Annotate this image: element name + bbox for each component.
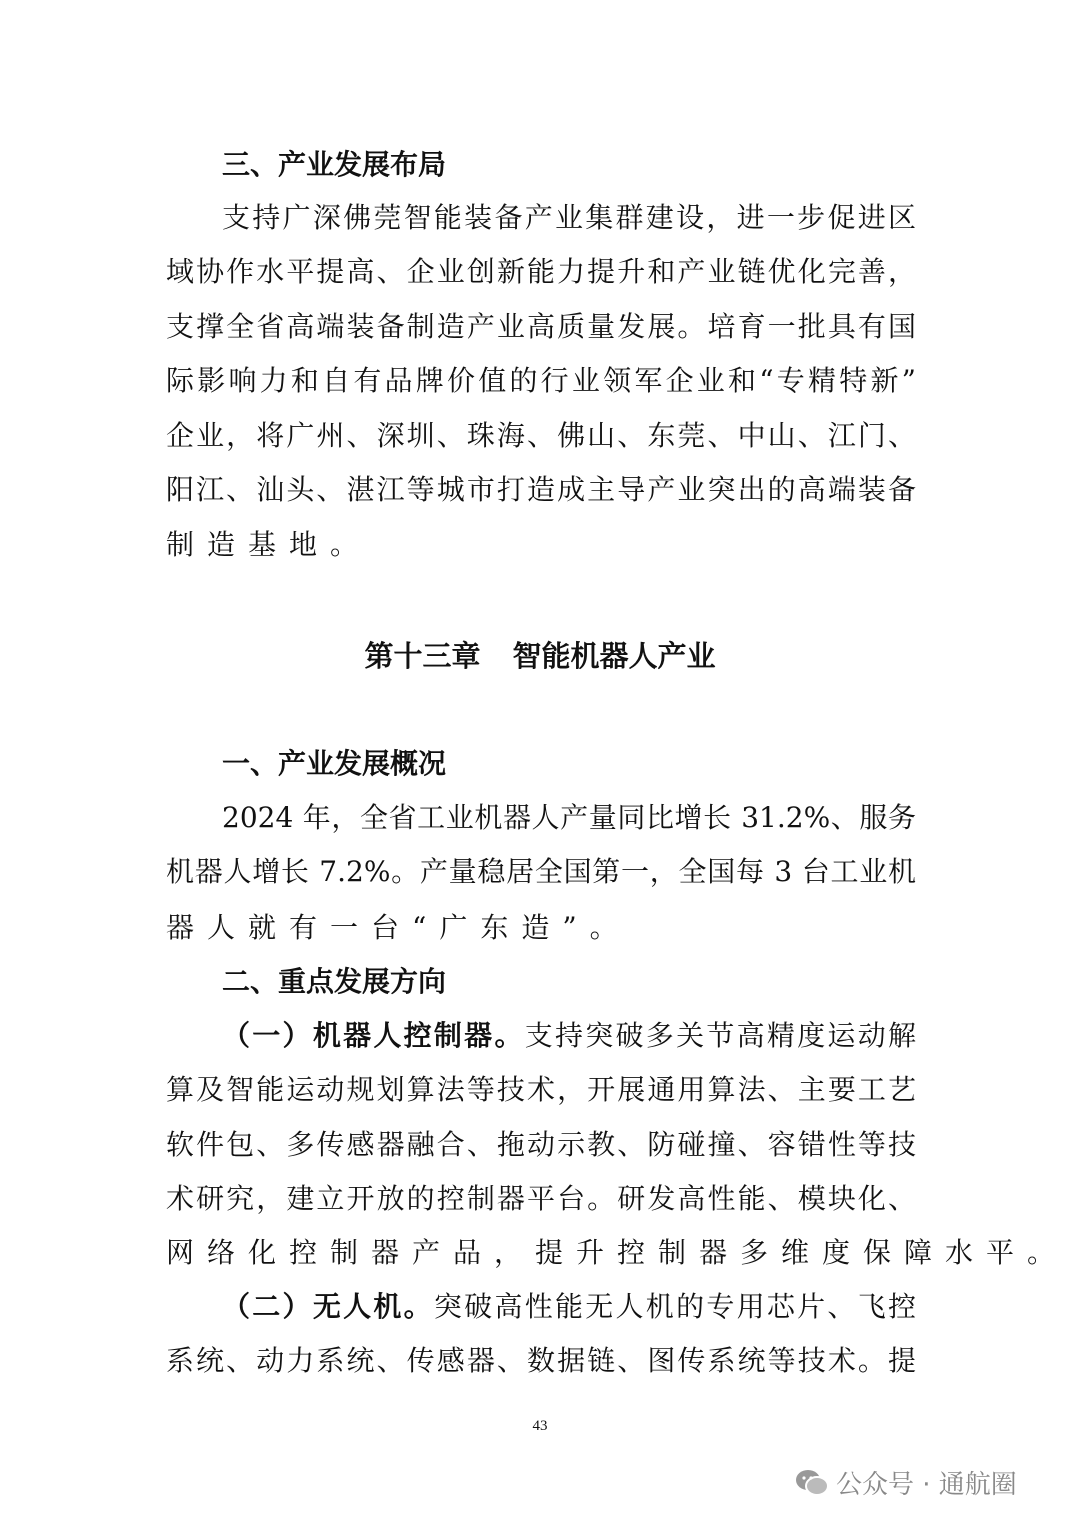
paragraph-line: 企业，将广州、深圳、珠海、佛山、东莞、中山、江门、 — [166, 419, 916, 452]
chapter-number: 第十三章 — [364, 639, 481, 673]
paragraph-line: 2024 年，全省工业机器人产量同比增长 31.2%、服务 — [222, 801, 916, 834]
paragraph-line: 算及智能运动规划算法等技术，开展通用算法、主要工艺 — [166, 1073, 916, 1106]
chapter-name: 智能机器人产业 — [512, 639, 716, 673]
section-heading: 二、重点发展方向 — [222, 965, 447, 998]
watermark-text: 公众号 · 通航圈 — [836, 1470, 1017, 1500]
paragraph-line: 支持广深佛莞智能装备产业集群建设，进一步促进区 — [222, 201, 916, 234]
paragraph-line: 软件包、多传感器融合、拖动示教、防碰撞、容错性等技 — [166, 1128, 916, 1161]
paragraph-line: 阳江、汕头、湛江等城市打造成主导产业突出的高端装备 — [166, 473, 916, 506]
paragraph-line: 机器人增长 7.2%。产量稳居全国第一，全国每 3 台工业机 — [166, 855, 916, 888]
paragraph-line — [222, 1289, 916, 1325]
item-lead: （一）机器人控制器。 — [222, 1019, 525, 1052]
item-text: 突破高性能无人机的专用芯片、飞控 — [433, 1290, 916, 1323]
paragraph-line: 系统、动力系统、传感器、数据链、图传系统等技术。提 — [166, 1344, 916, 1377]
chapter-title — [0, 638, 1080, 674]
paragraph-line: 网络化控制器产品，提升控制器多维度保障水平。 — [166, 1236, 1069, 1269]
section-heading: 三、产业发展布局 — [222, 148, 447, 181]
paragraph-line: 制造基地。 — [166, 528, 372, 561]
paragraph-line: 域协作水平提高、企业创新能力提升和产业链优化完善， — [166, 255, 916, 288]
paragraph-line: 际影响力和自有品牌价值的行业领军企业和“专精特新” — [166, 364, 916, 397]
paragraph-line: 术研究，建立开放的控制器平台。研发高性能、模块化、 — [166, 1182, 916, 1215]
page-number: 43 — [532, 1418, 548, 1434]
paragraph-line — [222, 1018, 916, 1054]
item-text: 支持突破多关节高精度运动解 — [524, 1019, 916, 1052]
paragraph-line: 支撑全省高端装备制造产业高质量发展。培育一批具有国 — [166, 310, 916, 343]
wechat-icon — [794, 1467, 830, 1499]
watermark — [794, 1464, 1017, 1501]
paragraph-line: 器人就有一台“广东造”。 — [166, 911, 631, 944]
item-lead: （二）无人机。 — [222, 1290, 434, 1323]
section-heading: 一、产业发展概况 — [222, 747, 447, 780]
